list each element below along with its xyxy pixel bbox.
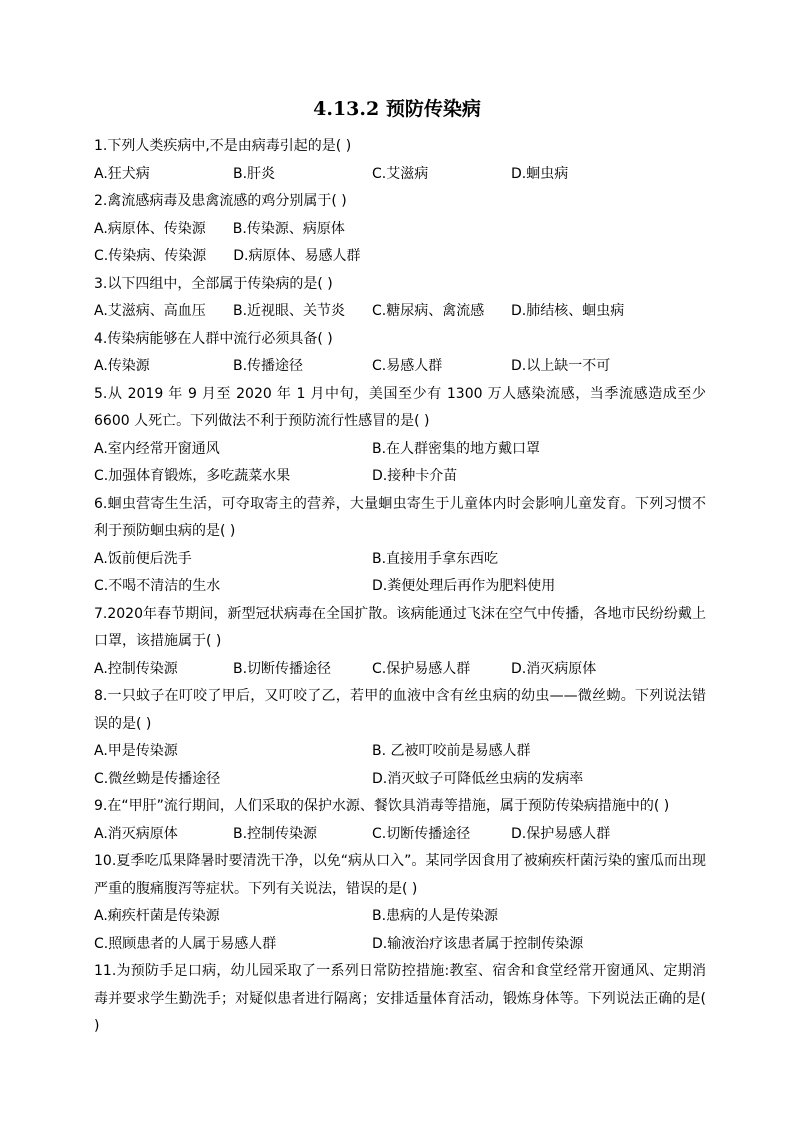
- option: A.传染源: [94, 358, 150, 374]
- options-row: [94, 463, 706, 491]
- option: C.糖尿病、禽流感: [372, 303, 485, 319]
- question-stem: 7.2020年春节期间，新型冠状病毒在全国扩散。该病能通过飞沫在空气中传播，各地市民纷纷戴上口罩，该措施属于( ): [94, 605, 706, 649]
- option: C.切断传播途径: [372, 825, 471, 842]
- option: C.易感人群: [372, 358, 443, 374]
- option: C.微丝蚴是传播途径: [94, 770, 221, 787]
- option: C.加强体育锻炼，多吃蔬菜水果: [94, 468, 291, 484]
- options-row: [94, 436, 706, 464]
- option: B.传染源、病原体: [232, 220, 345, 237]
- option: A.痢疾杆菌是传染源: [94, 908, 220, 924]
- options-row: [94, 546, 706, 574]
- option: A.艾滋病、高血压: [94, 303, 206, 319]
- options-row: [94, 161, 706, 189]
- option: C.传染病、传染源: [94, 248, 207, 264]
- question-stem: 10.夏季吃瓜果降暑时要清洗干净，以免“病从口入”。某同学因食用了被痢疾杆菌污染的蜜瓜而出现严重的腹痛腹泻等症状。下列有关说法，错误的是( ): [94, 853, 706, 897]
- question-stem: 4.传染病能够在人群中流行必须具备( ): [94, 330, 333, 347]
- option: B.患病的人是传染源: [372, 908, 499, 924]
- question-list: [94, 133, 706, 1041]
- option: B.近视眼、关节炎: [233, 303, 346, 319]
- options-row: [94, 298, 706, 326]
- option: A.病原体、传染源: [94, 220, 206, 237]
- option: C.保护易感人群: [372, 660, 471, 677]
- option: D.输液治疗该患者属于控制传染源: [372, 935, 584, 952]
- option: D.蛔虫病: [511, 165, 569, 182]
- option: B. 乙被叮咬前是易感人群: [372, 743, 531, 759]
- options-row: [94, 573, 706, 601]
- page-title: 4.13.2 预防传染病: [313, 98, 481, 120]
- options-row: [94, 931, 706, 959]
- option: D.消灭病原体: [511, 660, 597, 677]
- option: D.保护易感人群: [511, 825, 611, 842]
- option: A.狂犬病: [94, 165, 150, 182]
- option: D.病原体、易感人群: [233, 248, 361, 264]
- option: C.不喝不清洁的生水: [94, 578, 221, 594]
- question-stem: 6.蛔虫营寄生生活，可夺取寄主的营养，大量蛔虫寄生于儿童体内时会影响儿童发育。下列习惯不利于预防蛔虫病的是( ): [94, 495, 706, 539]
- option: D.粪便处理后再作为肥料使用: [372, 578, 556, 594]
- question-stem: 2.禽流感病毒及患禽流感的鸡分别属于( ): [94, 193, 347, 209]
- option: B.直接用手拿东西吃: [372, 550, 499, 567]
- options-row: [94, 243, 706, 271]
- option: D.接种卡介苗: [372, 468, 458, 484]
- option: B.肝炎: [233, 165, 276, 182]
- option: A.控制传染源: [94, 660, 178, 677]
- option: D.以上缺一不可: [511, 358, 611, 374]
- option: C.艾滋病: [372, 165, 429, 182]
- question-stem: 3.以下四组中，全部属于传染病的是( ): [94, 275, 333, 292]
- option: A.室内经常开窗通风: [94, 440, 220, 457]
- options-row: [94, 821, 706, 849]
- option: A.甲是传染源: [94, 743, 178, 759]
- option: A.饭前便后洗手: [94, 550, 192, 567]
- option: B.切断传播途径: [233, 660, 332, 677]
- options-row: [94, 216, 706, 244]
- options-row: [94, 738, 706, 766]
- option: A.消灭病原体: [94, 825, 178, 842]
- question-stem: 9.在“甲肝”流行期间，人们采取的保护水源、餐饮具消毒等措施，属于预防传染病措施中的( ): [94, 798, 670, 814]
- option: B.控制传染源: [233, 825, 318, 842]
- question-stem: 1.下列人类疾病中,不是由病毒引起的是( ): [94, 138, 352, 154]
- question-stem: 8.一只蚊子在叮咬了甲后，又叮咬了乙，若甲的血液中含有丝虫病的幼虫——微丝蚴。下列说法错误的是( ): [94, 688, 706, 732]
- options-row: [94, 766, 706, 794]
- option: B.在人群密集的地方戴口罩: [372, 440, 541, 457]
- options-row: [94, 353, 706, 381]
- option: B.传播途径: [233, 358, 304, 374]
- option: D.消灭蚊子可降低丝虫病的发病率: [372, 770, 584, 787]
- options-row: [94, 656, 706, 684]
- question-stem: 5.从 2019 年 9 月至 2020 年 1 月中旬，美国至少有 1300 万人感染流感，当季流感造成至少 6600 人死亡。下列做法不利于预防流行性感冒的是( ): [94, 385, 706, 429]
- option: C.照顾患者的人属于易感人群: [94, 935, 277, 952]
- question-stem: 11.为预防手足口病，幼儿园采取了一系列日常防控措施:教室、宿舍和食堂经常开窗通风、定期消毒并要求学生勤洗手；对疑似患者进行隔离；安排适量体育活动，锻炼身体等。下列说法正确的是( ): [94, 963, 706, 1034]
- options-row: [94, 903, 706, 931]
- option: D.肺结核、蛔虫病: [511, 303, 625, 319]
